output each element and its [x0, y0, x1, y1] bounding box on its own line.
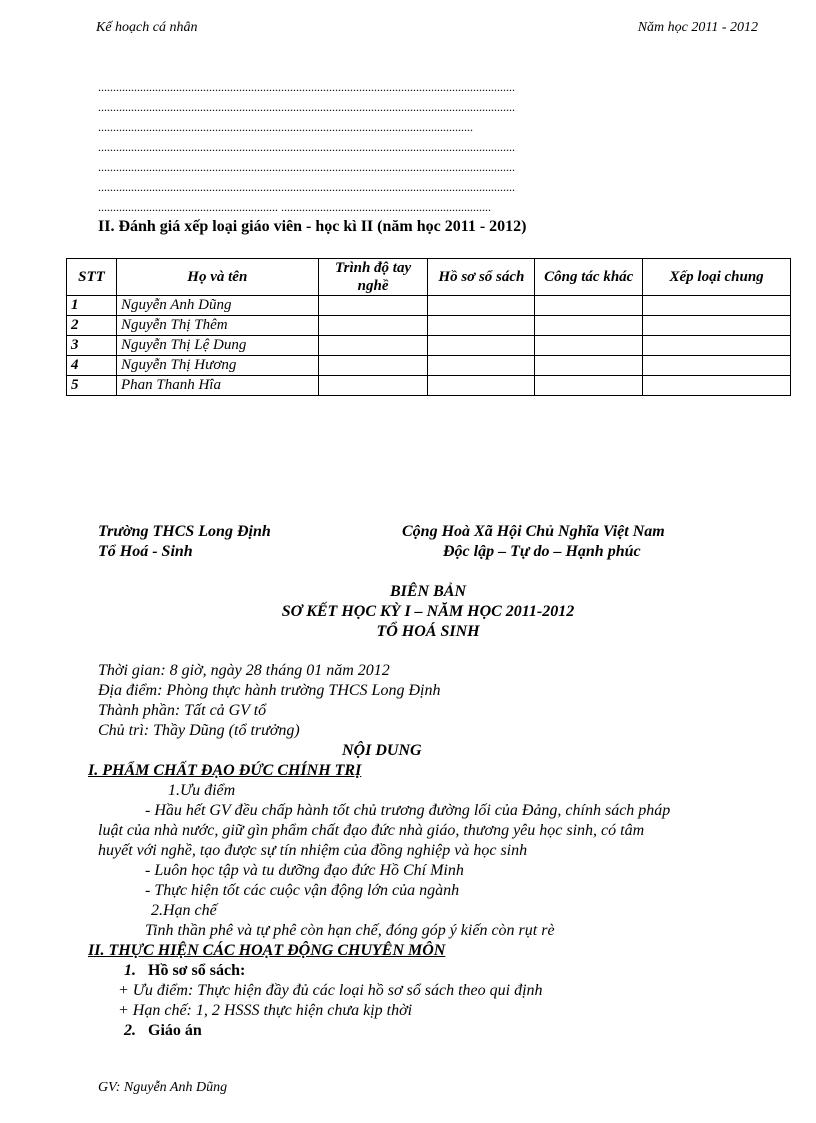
part1-sub1: 1.Ưu điểm	[168, 782, 236, 799]
part2-item1: Hồ sơ sổ sách:	[148, 962, 246, 979]
content-heading: NỘI DUNG	[342, 742, 422, 759]
row-number: 5	[67, 376, 117, 396]
part1-sub2: 2.Hạn chế	[151, 902, 217, 919]
dotted-line: .............................................................................................................................	[98, 120, 473, 134]
empty-cell	[428, 336, 535, 356]
part1-limitation: Tinh thần phê và tự phê còn hạn chế, đóng góp ý kiến còn rụt rè	[145, 922, 555, 939]
part2-limitation: + Hạn chế: 1, 2 HSSS thực hiện chưa kịp thời	[118, 1002, 413, 1019]
empty-cell	[318, 376, 428, 396]
column-header: Công tác khác	[535, 259, 643, 296]
empty-cell	[535, 336, 643, 356]
part1-paragraph: - Hầu hết GV đều chấp hành tốt chủ trương đường lối của Đảng, chính sách pháp	[145, 802, 671, 819]
table-row	[67, 316, 791, 336]
table-header-row	[67, 259, 791, 296]
teacher-name: Nguyễn Thị Thêm	[116, 316, 318, 336]
empty-cell	[535, 296, 643, 316]
empty-cell	[428, 296, 535, 316]
meeting-chair: Chủ trì: Thầy Dũng (tổ trưởng)	[98, 722, 300, 739]
empty-cell	[643, 316, 791, 336]
teacher-name: Phan Thanh Hîa	[116, 376, 318, 396]
empty-cell	[318, 296, 428, 316]
empty-cell	[535, 356, 643, 376]
section-title: II. Đánh giá xếp loại giáo viên - học kì II (năm học 2011 - 2012)	[98, 218, 527, 235]
empty-cell	[535, 376, 643, 396]
row-number: 1	[67, 296, 117, 316]
meeting-members: Thành phần: Tất cả GV tổ	[98, 702, 267, 719]
column-header: Họ và tên	[116, 259, 318, 296]
dotted-line: ...........................................................................................................................................	[98, 160, 515, 174]
empty-cell	[428, 356, 535, 376]
dotted-line: ............................................................ ......................................................................	[98, 200, 491, 214]
report-title: BIÊN BẢN	[389, 583, 467, 600]
empty-cell	[643, 376, 791, 396]
report-subtitle: SƠ KẾT HỌC KỲ I – NĂM HỌC 2011-2012	[281, 603, 575, 620]
part1-paragraph: luật của nhà nước, giữ gìn phẩm chất đạo đức nhà giáo, thương yêu học sinh, có tâm	[98, 822, 645, 839]
teacher-name: Nguyễn Thị Lệ Dung	[116, 336, 318, 356]
footer-teacher: GV: Nguyễn Anh Dũng	[98, 1080, 228, 1095]
row-number: 4	[67, 356, 117, 376]
dotted-line: ...........................................................................................................................................	[98, 80, 515, 94]
report-group-title: TỔ HOÁ SINH	[376, 623, 480, 640]
teacher-name: Nguyễn Thị Hương	[116, 356, 318, 376]
header-right: Năm học 2011 - 2012	[637, 20, 758, 35]
column-header: STT	[67, 259, 117, 296]
dotted-line: ...........................................................................................................................................	[98, 180, 515, 194]
empty-cell	[318, 316, 428, 336]
part2-item1-number: 1.	[124, 962, 136, 979]
empty-cell	[428, 316, 535, 336]
part2-item2: Giáo án	[148, 1022, 202, 1039]
empty-cell	[643, 356, 791, 376]
table-row	[67, 296, 791, 316]
republic-name: Cộng Hoà Xã Hội Chủ Nghĩa Việt Nam	[402, 523, 665, 540]
empty-cell	[318, 336, 428, 356]
dotted-line: ...........................................................................................................................................	[98, 100, 515, 114]
part1-bullet: - Thực hiện tốt các cuộc vận động lớn của ngành	[145, 882, 460, 899]
empty-cell	[428, 376, 535, 396]
empty-cell	[535, 316, 643, 336]
column-header: Trình độ tay nghề	[318, 259, 428, 296]
meeting-place: Địa điểm: Phòng thực hành trường THCS Long Định	[98, 682, 441, 699]
part2-item2-number: 2.	[124, 1022, 136, 1039]
part2-advantage: + Ưu điểm: Thực hiện đầy đủ các loại hồ sơ sổ sách theo qui định	[118, 982, 543, 999]
table-row	[67, 336, 791, 356]
part1-paragraph: huyết với nghề, tạo được sự tín nhiệm của đồng nghiệp và học sinh	[98, 842, 528, 859]
column-header: Hồ sơ sổ sách	[428, 259, 535, 296]
school-name: Trường THCS Long Định	[98, 523, 271, 540]
header-left: Kế hoạch cá nhân	[96, 20, 198, 35]
table-row	[67, 376, 791, 396]
part2-heading: II. THỰC HIỆN CÁC HOẠT ĐỘNG CHUYÊN MÔN	[88, 942, 446, 959]
empty-cell	[643, 336, 791, 356]
dotted-line: ...........................................................................................................................................	[98, 140, 515, 154]
group-name: Tổ Hoá - Sinh	[98, 543, 193, 560]
meeting-time: Thời gian: 8 giờ, ngày 28 tháng 01 năm 2012	[98, 662, 390, 679]
column-header: Xếp loại chung	[643, 259, 791, 296]
part1-bullet: - Luôn học tập và tu dưỡng đạo đức Hồ Chí Minh	[145, 862, 464, 879]
row-number: 2	[67, 316, 117, 336]
national-motto: Độc lập – Tự do – Hạnh phúc	[443, 543, 641, 560]
grading-table	[66, 258, 791, 396]
empty-cell	[318, 356, 428, 376]
part1-heading: I. PHẨM CHẤT ĐẠO ĐỨC CHÍNH TRỊ	[88, 762, 362, 779]
row-number: 3	[67, 336, 117, 356]
table-row	[67, 356, 791, 376]
teacher-name: Nguyễn Anh Dũng	[116, 296, 318, 316]
empty-cell	[643, 296, 791, 316]
